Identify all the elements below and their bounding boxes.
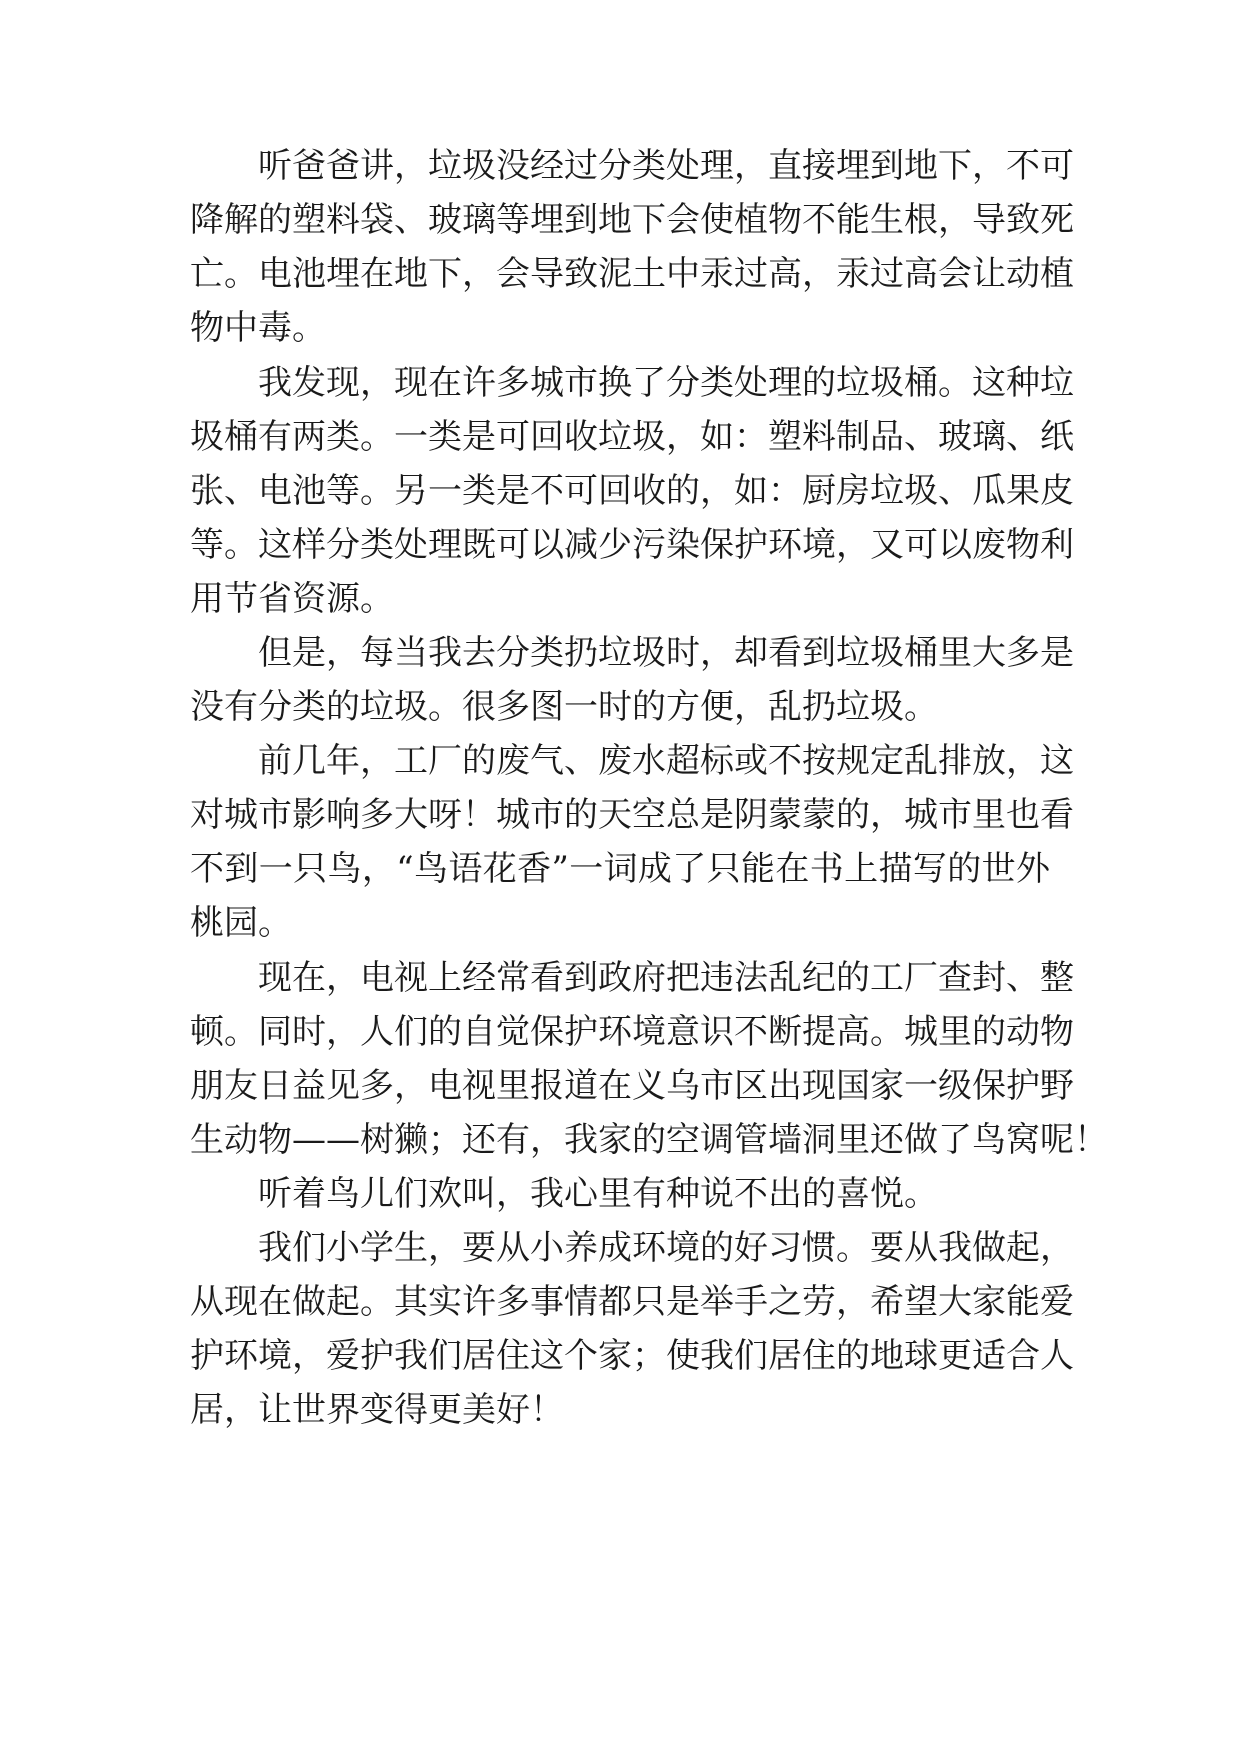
paragraph-4-line-2: 对城市影响多大呀！城市的天空总是阴蒙蒙的，城市里也看 xyxy=(190,795,1074,835)
paragraph-1-line-3: 亡。电池埋在地下，会导致泥土中汞过高，汞过高会让动植 xyxy=(190,254,1074,294)
paragraph-3-line-2: 没有分类的垃圾。很多图一时的方便，乱扔垃圾。 xyxy=(190,687,938,727)
paragraph-3-line-1: 但是，每当我去分类扔垃圾时，却看到垃圾桶里大多是 xyxy=(258,633,1074,673)
paragraph-2-line-4: 等。这样分类处理既可以减少污染保护环境，又可以废物利 xyxy=(190,525,1074,565)
paragraph-4-line-1: 前几年，工厂的废气、废水超标或不按规定乱排放，这 xyxy=(258,741,1074,781)
paragraph-7-line-4: 居，让世界变得更美好！ xyxy=(190,1390,564,1430)
paragraph-5-line-3: 朋友日益见多，电视里报道在义乌市区出现国家一级保护野 xyxy=(190,1066,1074,1106)
paragraph-1-line-2: 降解的塑料袋、玻璃等埋到地下会使植物不能生根，导致死 xyxy=(190,200,1074,240)
paragraph-7-line-2: 从现在做起。其实许多事情都只是举手之劳，希望大家能爱 xyxy=(190,1282,1074,1322)
paragraph-5-line-2: 顿。同时，人们的自觉保护环境意识不断提高。城里的动物 xyxy=(190,1012,1074,1052)
paragraph-2-line-1: 我发现，现在许多城市换了分类处理的垃圾桶。这种垃 xyxy=(258,363,1074,403)
paragraph-7-line-1: 我们小学生，要从小养成环境的好习惯。要从我做起， xyxy=(258,1228,1074,1268)
paragraph-2-line-2: 圾桶有两类。一类是可回收垃圾，如：塑料制品、玻璃、纸 xyxy=(190,417,1074,457)
paragraph-5-line-1: 现在，电视上经常看到政府把违法乱纪的工厂查封、整 xyxy=(258,958,1074,998)
paragraph-6-line-1: 听着鸟儿们欢叫，我心里有种说不出的喜悦。 xyxy=(258,1174,938,1214)
paragraph-4-line-3: 不到一只鸟，“鸟语花香”一词成了只能在书上描写的世外 xyxy=(190,849,1050,889)
paragraph-2-line-3: 张、电池等。另一类是不可回收的，如：厨房垃圾、瓜果皮 xyxy=(190,471,1074,511)
paragraph-1-line-1: 听爸爸讲，垃圾没经过分类处理，直接埋到地下，不可 xyxy=(258,146,1074,186)
paragraph-5-line-4: 生动物——树獭；还有，我家的空调管墙洞里还做了鸟窝呢！ xyxy=(190,1120,1108,1160)
paragraph-7-line-3: 护环境，爱护我们居住这个家；使我们居住的地球更适合人 xyxy=(190,1336,1074,1376)
paragraph-4-line-4: 桃园。 xyxy=(190,903,292,943)
paragraph-1-line-4: 物中毒。 xyxy=(190,308,326,348)
paragraph-2-line-5: 用节省资源。 xyxy=(190,579,394,619)
